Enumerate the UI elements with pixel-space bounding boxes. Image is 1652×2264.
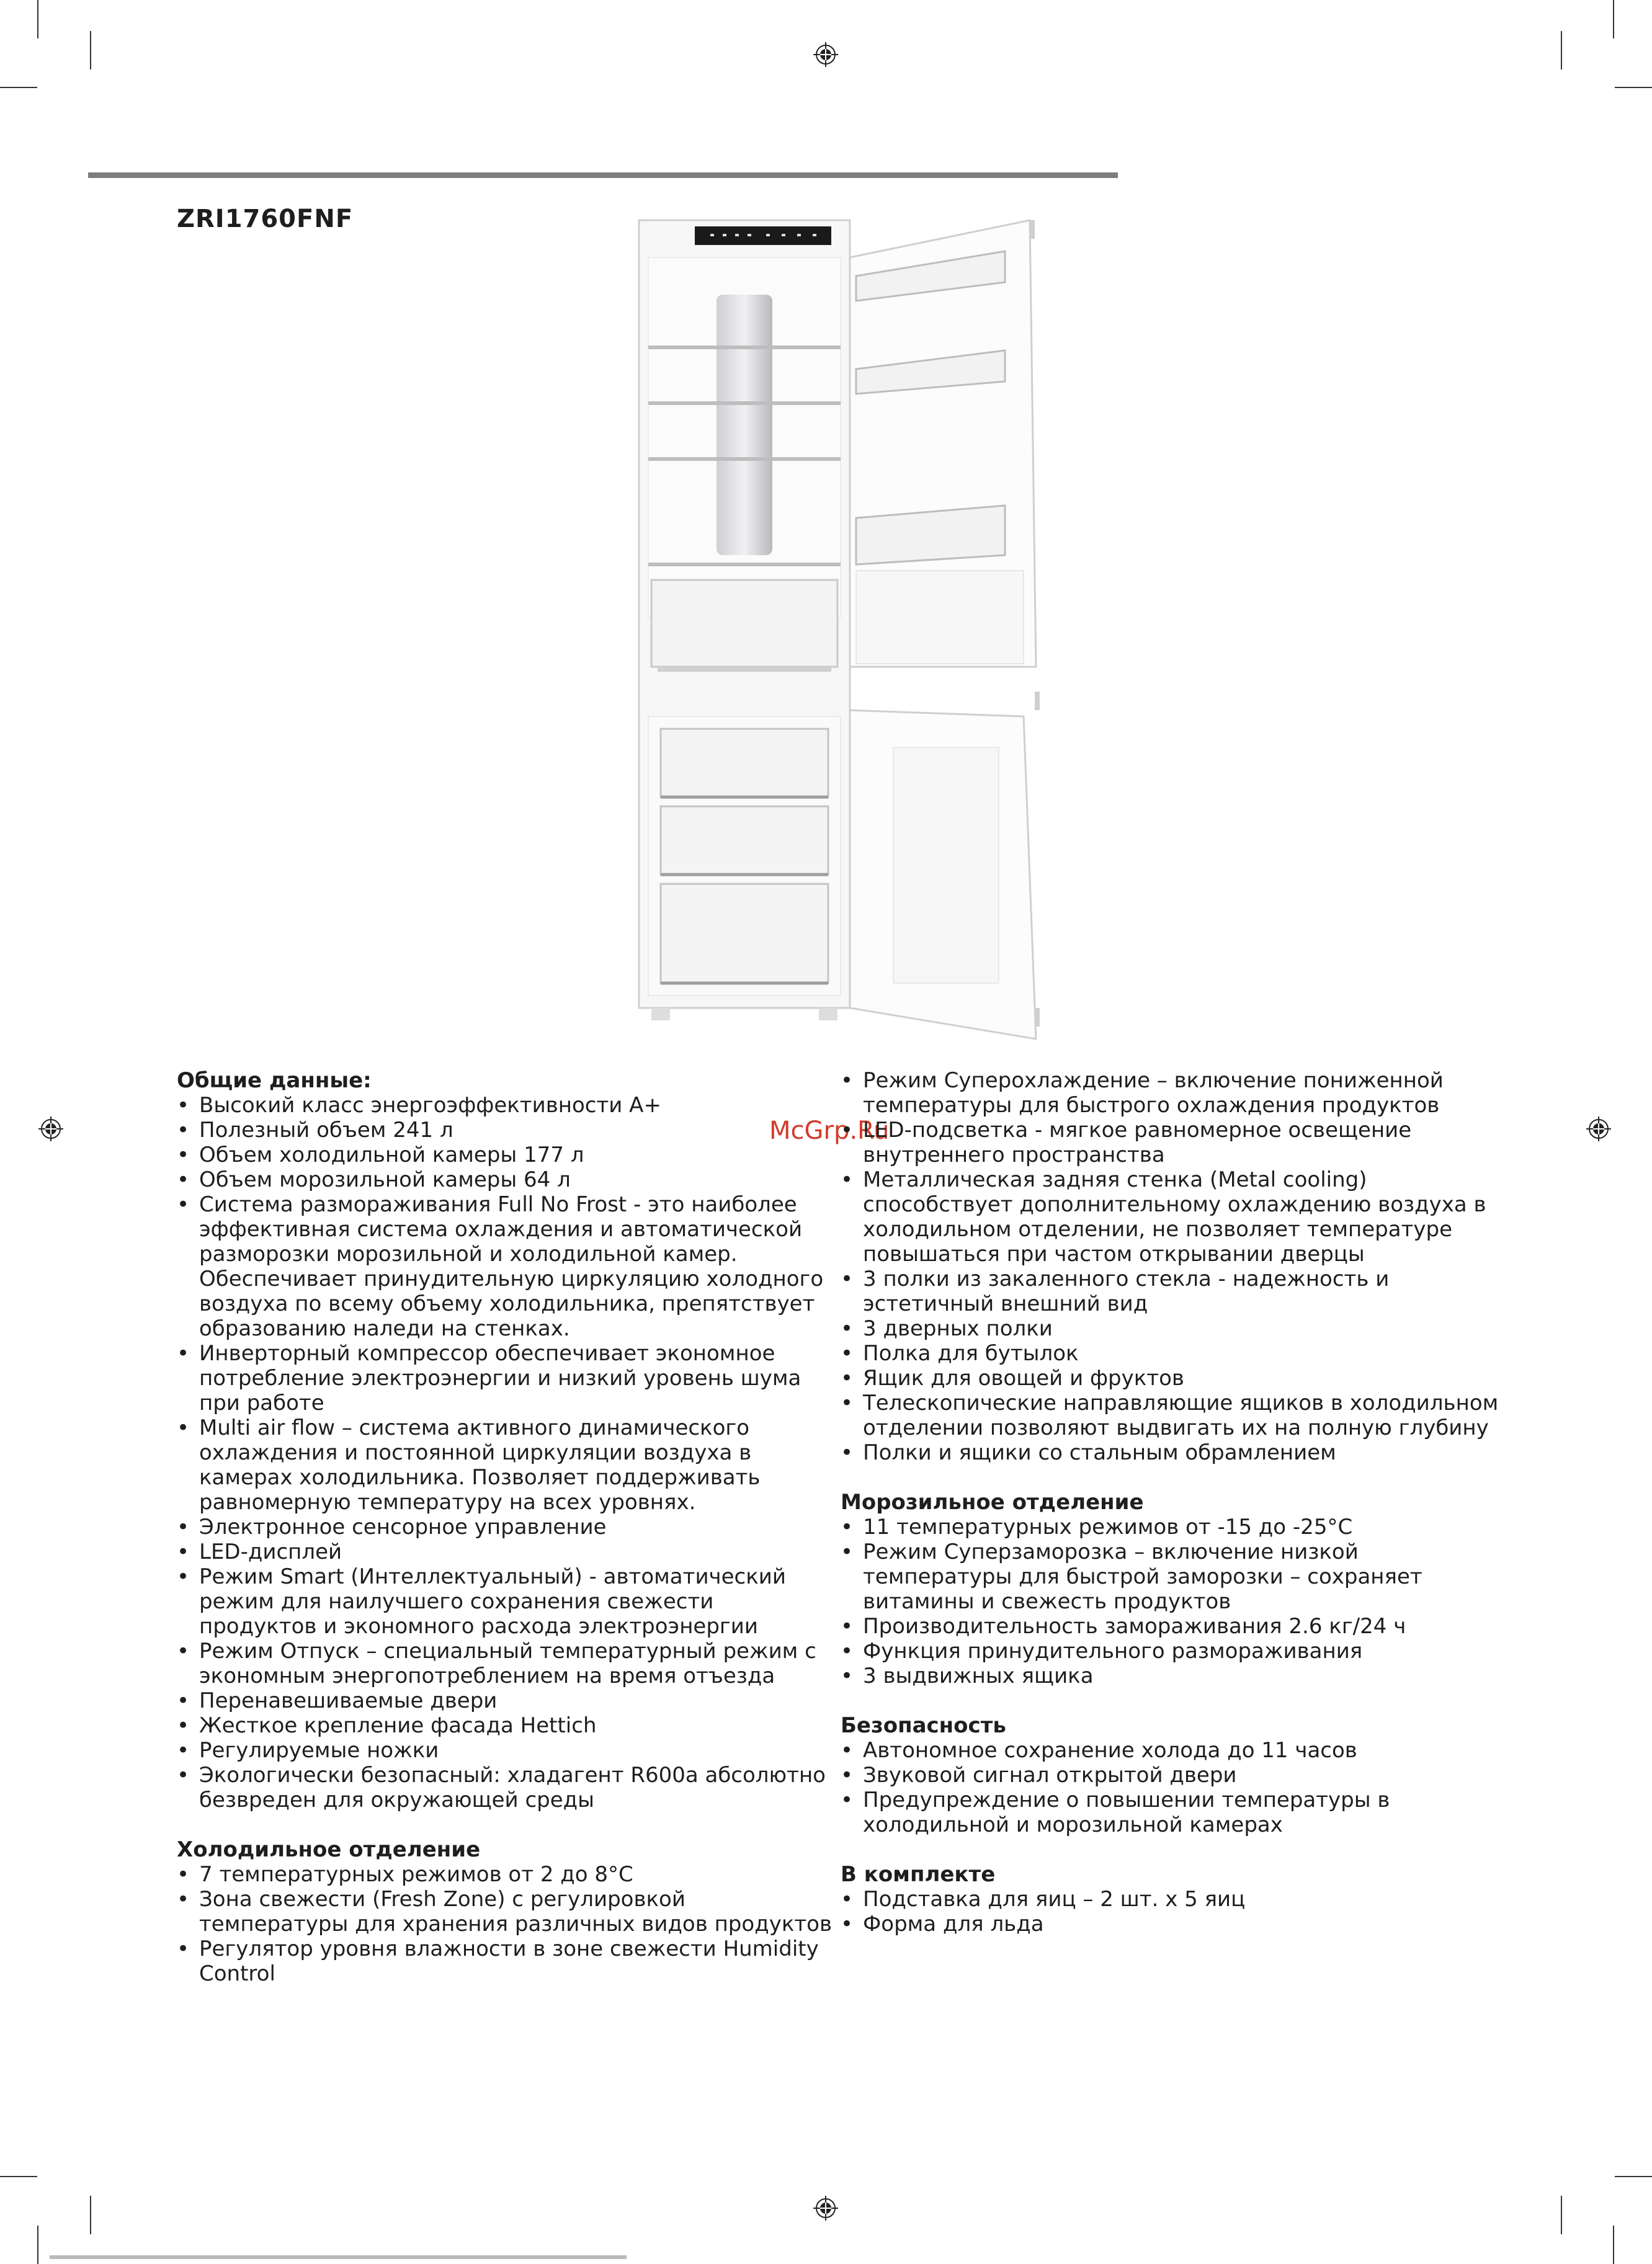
crop-mark — [37, 0, 38, 38]
registration-mark-icon — [813, 2196, 838, 2221]
list-item: • Объем морозильной камеры 64 л — [177, 1167, 834, 1192]
list-item: • Телескопические направляющие ящиков в холодильном отделении позволяют выдвигать их на полную глубину — [841, 1391, 1511, 1440]
list-item: • Объем холодильной камеры 177 л — [177, 1143, 834, 1167]
crop-mark — [0, 2176, 37, 2177]
list-item: • Инверторный компрессор обеспечивает экономное потребление электроэнергии и низкий уровень шума при работе — [177, 1341, 834, 1415]
list-item: • Предупреждение о повышении температуры в холодильной и морозильной камерах — [841, 1788, 1511, 1837]
list-item: • Подставка для яиц – 2 шт. х 5 яиц — [841, 1887, 1511, 1912]
list-item: • Автономное сохранение холода до 11 часов — [841, 1738, 1511, 1763]
list-item: • Полка для бутылок — [841, 1341, 1511, 1366]
fridge-list-continued — [841, 1068, 1511, 1465]
list-item: • Экологически безопасный: хладагент R600a абсолютно безвреден для окружающей среды — [177, 1763, 834, 1812]
list-item: • Производительность замораживания 2.6 кг/24 ч — [841, 1614, 1511, 1639]
list-item: • Полезный объем 241 л — [177, 1118, 834, 1143]
list-item: • Режим Суперзаморозка – включение низкой температуры для быстрой заморозки – сохраняет витамины и свежесть продуктов — [841, 1540, 1511, 1614]
list-item: • Полки и ящики со стальным обрамлением — [841, 1440, 1511, 1465]
list-item: • Регулятор уровня влажности в зоне свежести Humidity Control — [177, 1936, 834, 1986]
crop-mark — [1613, 0, 1614, 38]
list-item: • Форма для льда — [841, 1912, 1511, 1936]
registration-mark-icon — [1586, 1116, 1611, 1141]
list-item: • Металлическая задняя стенка (Metal cooling) способствует дополнительному охлаждению воздуха в холодильном отделении, не позволяет температуре повышаться при частом открывании дверцы — [841, 1167, 1511, 1267]
crop-mark — [1561, 31, 1562, 69]
safety-heading: Безопасность — [841, 1713, 1006, 1738]
crop-mark — [90, 31, 91, 69]
refrigerator-illustration-icon — [633, 208, 1048, 1051]
list-item: • Электронное сенсорное управление — [177, 1515, 834, 1540]
list-item: • 11 температурных режимов от -15 до -25°С — [841, 1515, 1511, 1540]
list-item: • Высокий класс энергоэффективности A+ — [177, 1093, 834, 1118]
list-item: • Регулируемые ножки — [177, 1738, 834, 1763]
kit-heading: В комплекте — [841, 1862, 996, 1887]
list-item: • 3 дверных полки — [841, 1316, 1511, 1341]
footer-rule — [50, 2255, 627, 2259]
list-item: • Ящик для овощей и фруктов — [841, 1366, 1511, 1391]
list-item: • Зона свежести (Fresh Zone) с регулировкой температуры для хранения различных видов продуктов — [177, 1887, 834, 1936]
right-column — [841, 1068, 1511, 1936]
list-item: • Режим Smart (Интеллектуальный) - автоматический режим для наилучшего сохранения свежести продуктов и экономного расхода электроэнергии — [177, 1564, 834, 1639]
registration-mark-icon — [38, 1116, 63, 1141]
list-item: • LED-дисплей — [177, 1540, 834, 1564]
fridge-list — [177, 1862, 834, 1986]
crop-mark — [1615, 87, 1652, 88]
list-item: • Звуковой сигнал открытой двери — [841, 1763, 1511, 1788]
crop-mark — [90, 2196, 91, 2234]
crop-mark — [1615, 2176, 1652, 2177]
list-item: • Перенавешиваемые двери — [177, 1688, 834, 1713]
list-item: • Жесткое крепление фасада Hettich — [177, 1713, 834, 1738]
list-item: • 3 выдвижных ящика — [841, 1664, 1511, 1688]
list-item: • 7 температурных режимов от 2 до 8°С — [177, 1862, 834, 1887]
left-column — [177, 1068, 834, 1986]
general-heading: Общие данные: — [177, 1068, 372, 1093]
safety-list — [841, 1738, 1511, 1837]
freezer-list — [841, 1515, 1511, 1688]
list-item: • Multi air flow – система активного динамического охлаждения и постоянной циркуляции воздуха в камерах холодильника. Позволяет поддерживать равномерную температуру на всех уровнях. — [177, 1415, 834, 1515]
list-item: • 3 полки из закаленного стекла - надежность и эстетичный внешний вид — [841, 1267, 1511, 1316]
header-rule — [88, 172, 1118, 178]
crop-mark — [1613, 2226, 1614, 2264]
general-list — [177, 1093, 834, 1812]
list-item: • Режим Суперохлаждение – включение пониженной температуры для быстрого охлаждения продуктов — [841, 1068, 1511, 1118]
list-item: • Функция принудительного размораживания — [841, 1639, 1511, 1664]
registration-mark-icon — [813, 42, 838, 67]
crop-mark — [1561, 2196, 1562, 2234]
list-item: • Режим Отпуск – специальный температурный режим с экономным энергопотреблением на время отъезда — [177, 1639, 834, 1688]
kit-list — [841, 1887, 1511, 1936]
list-item: • Система размораживания Full No Frost - это наиболее эффективная система охлаждения и автоматической разморозки морозильной и холодильной камер. Обеспечивает принудительную циркуляцию холодного воздуха по всему объему холодильника, препятствует образованию наледи на стенках. — [177, 1192, 834, 1341]
crop-mark — [37, 2226, 38, 2264]
model-title: ZRI1760FNF — [177, 205, 354, 233]
freezer-heading: Морозильное отделение — [841, 1490, 1144, 1515]
list-item: • LED-подсветка - мягкое равномерное освещение внутреннего пространства — [841, 1118, 1511, 1167]
crop-mark — [0, 87, 37, 88]
watermark: McGrp.Ru — [769, 1116, 890, 1145]
fridge-heading: Холодильное отделение — [177, 1837, 481, 1862]
